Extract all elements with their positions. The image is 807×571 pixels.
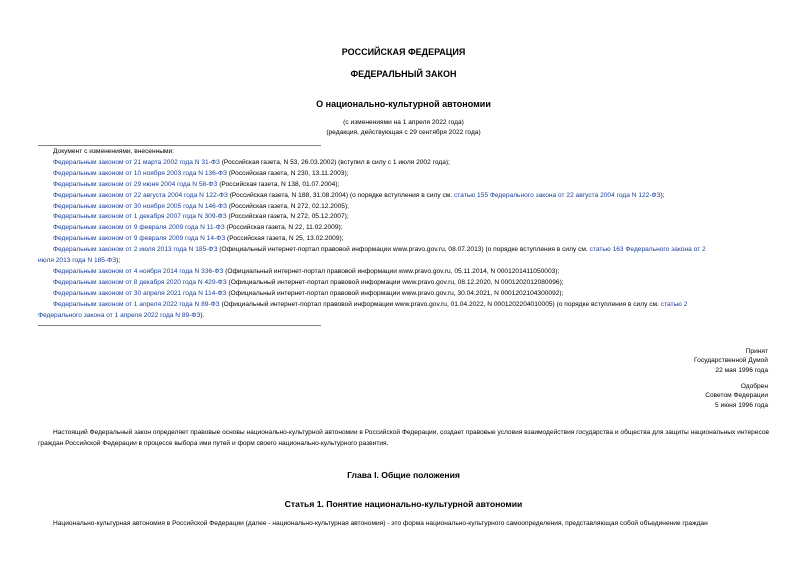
amendment-source: (Российская газета, N 188, 31.08.2004) (о порядке вступления в силу см. <box>227 191 454 199</box>
adopted-by: Государственной Думой <box>694 357 768 365</box>
amendment-link[interactable]: Федеральным законом от 21 марта 2002 года N 31-ФЗ <box>53 158 220 166</box>
federation-heading: РОССИЙСКАЯ ФЕДЕРАЦИЯ <box>341 47 466 57</box>
amendment-link[interactable]: Федеральным законом от 30 ноября 2005 года N 146-ФЗ <box>53 202 228 210</box>
amendment-link[interactable]: Федеральным законом от 29 июня 2004 года N 58-ФЗ <box>53 180 218 188</box>
amendment-article-link-cont[interactable]: июля 2013 года N 185-ФЗ <box>38 257 117 265</box>
article-paragraph <box>38 519 769 530</box>
amendment-item <box>38 278 772 289</box>
amendment-source: (Официальный интернет-портал правовой информации www.pravo.gov.ru, 08.07.2013) (о порядке вступления в силу см. <box>217 246 590 254</box>
law-title: О национально-культурной автономии <box>316 99 491 109</box>
edition-note: (редакция, действующая с 29 сентября 2022 года) <box>326 129 481 136</box>
amendment-link[interactable]: Федеральным законом от 1 апреля 2022 года N 89-ФЗ <box>53 300 220 308</box>
amendment-link[interactable]: Федеральным законом от 10 ноября 2003 года N 136-ФЗ <box>53 169 228 177</box>
amendment-source: (Официальный интернет-портал правовой информации www.pravo.gov.ru, 01.04.2022, N 0001202204010005) (о порядке вступления в силу см. <box>219 300 661 308</box>
amendment-item <box>38 289 772 300</box>
amendment-article-link-cont[interactable]: Федерального закона от 1 апреля 2022 года N 89-ФЗ <box>38 311 201 319</box>
amendments-list <box>38 147 772 322</box>
top-divider <box>38 145 321 146</box>
amendment-item <box>38 180 772 191</box>
approved-label: Одобрен <box>740 383 768 390</box>
amendment-source: (Российская газета, N 53, 26.03.2002) (вступил в силу с 1 июля 2002 года); <box>219 158 450 166</box>
amendment-item <box>38 300 772 311</box>
amendment-source: (Российская газета, N 230, 13.11.2003); <box>227 169 349 177</box>
amendment-source: (Российская газета, N 138, 01.07.2004); <box>217 180 340 188</box>
amendment-item <box>38 245 772 256</box>
article-text: Национально-культурная автономия в Российской Федерации (далее - национально-культурная автономия) - это форма национально-культурного самоопределения, представляющая собой объединение граждан <box>53 520 708 527</box>
amendment-article-link[interactable]: статью 155 Федерального закона от 22 августа 2004 года N 122-ФЗ <box>454 191 661 199</box>
adopted-date: 22 мая 1996 года <box>715 366 768 374</box>
amendment-item <box>38 212 772 223</box>
amendment-article-link[interactable]: статью 2 <box>660 300 688 308</box>
amendment-link[interactable]: Федеральным законом от 22 августа 2004 года N 122-ФЗ <box>53 191 228 199</box>
amendment-link[interactable]: Федеральным законом от 1 декабря 2007 года N 309-ФЗ <box>53 213 227 221</box>
chapter-heading: Глава I. Общие положения <box>347 470 460 480</box>
amendment-source: (Официальный интернет-портал правовой информации www.pravo.gov.ru, 30.04.2021, N 0001202104300092); <box>226 289 564 297</box>
approved-by: Советом Федерации <box>705 392 768 400</box>
preamble-paragraph <box>38 428 769 450</box>
amendment-item <box>38 223 772 234</box>
amendment-source: (Официальный интернет-портал правовой информации www.pravo.gov.ru, 08.12.2020, N 0001202012080096); <box>226 278 564 286</box>
bottom-divider <box>38 325 321 326</box>
amendment-item <box>38 234 772 245</box>
adoption-block-council <box>705 382 768 410</box>
amendment-item <box>38 267 772 278</box>
amendment-link[interactable]: Федеральным законом от 9 февраля 2009 года N 11-ФЗ <box>53 224 225 232</box>
amendment-source: (Официальный интернет-портал правовой информации www.pravo.gov.ru, 05.11.2014, N 0001201411050003); <box>223 267 560 275</box>
amendment-source-end: ); <box>116 257 121 265</box>
changes-note: (с изменениями на 1 апреля 2022 года) <box>343 119 464 126</box>
approved-date: 5 июня 1996 года <box>715 401 768 409</box>
amendment-source: (Российская газета, N 22, 11.02.2009); <box>224 224 343 232</box>
adopted-label: Принят <box>745 348 768 355</box>
amendment-link[interactable]: Федеральным законом от 2 июля 2013 года N 185-ФЗ <box>53 246 218 254</box>
amendment-item-continuation <box>38 256 772 267</box>
amendment-link[interactable]: Федеральным законом от 9 февраля 2009 года N 14-ФЗ <box>53 235 226 243</box>
amendment-source: (Российская газета, N 272, 05.12.2007); <box>226 213 349 221</box>
amendment-source-end: ). <box>200 311 205 319</box>
article-heading: Статья 1. Понятие национально-культурной автономии <box>284 499 523 509</box>
amendment-item <box>38 169 772 180</box>
amendment-item <box>38 158 772 169</box>
amendment-link[interactable]: Федеральным законом от 30 апреля 2021 года N 114-ФЗ <box>53 289 227 297</box>
preamble-text: Настоящий Федеральный закон определяет правовые основы национально-культурной автономии в Российской Федерации, создает правовые условия взаимодействия государства и общества для защиты национальных интересов граждан Российской Федерации в процессе выбора ими путей и форм своего национально-культурного развития. <box>38 429 769 447</box>
amendment-article-link[interactable]: статью 163 Федерального закона от 2 <box>589 246 706 254</box>
amendment-item <box>38 191 772 202</box>
amendment-item-continuation <box>38 311 772 322</box>
amendment-link[interactable]: Федеральным законом от 4 ноября 2014 года N 336-ФЗ <box>53 267 224 275</box>
amendment-source: (Российская газета, N 272, 02.12.2005); <box>227 202 349 210</box>
amendment-item <box>38 202 772 213</box>
amendments-intro: Документ с изменениями, внесенными: <box>53 148 175 155</box>
law-type-heading: ФЕДЕРАЛЬНЫЙ ЗАКОН <box>350 69 457 79</box>
amendment-source: (Российская газета, N 25, 13.02.2009); <box>225 235 344 243</box>
adoption-block-duma <box>694 347 768 375</box>
amendment-link[interactable]: Федеральным законом от 8 декабря 2020 года N 429-ФЗ <box>53 278 227 286</box>
amendment-source-end: ); <box>660 191 665 199</box>
